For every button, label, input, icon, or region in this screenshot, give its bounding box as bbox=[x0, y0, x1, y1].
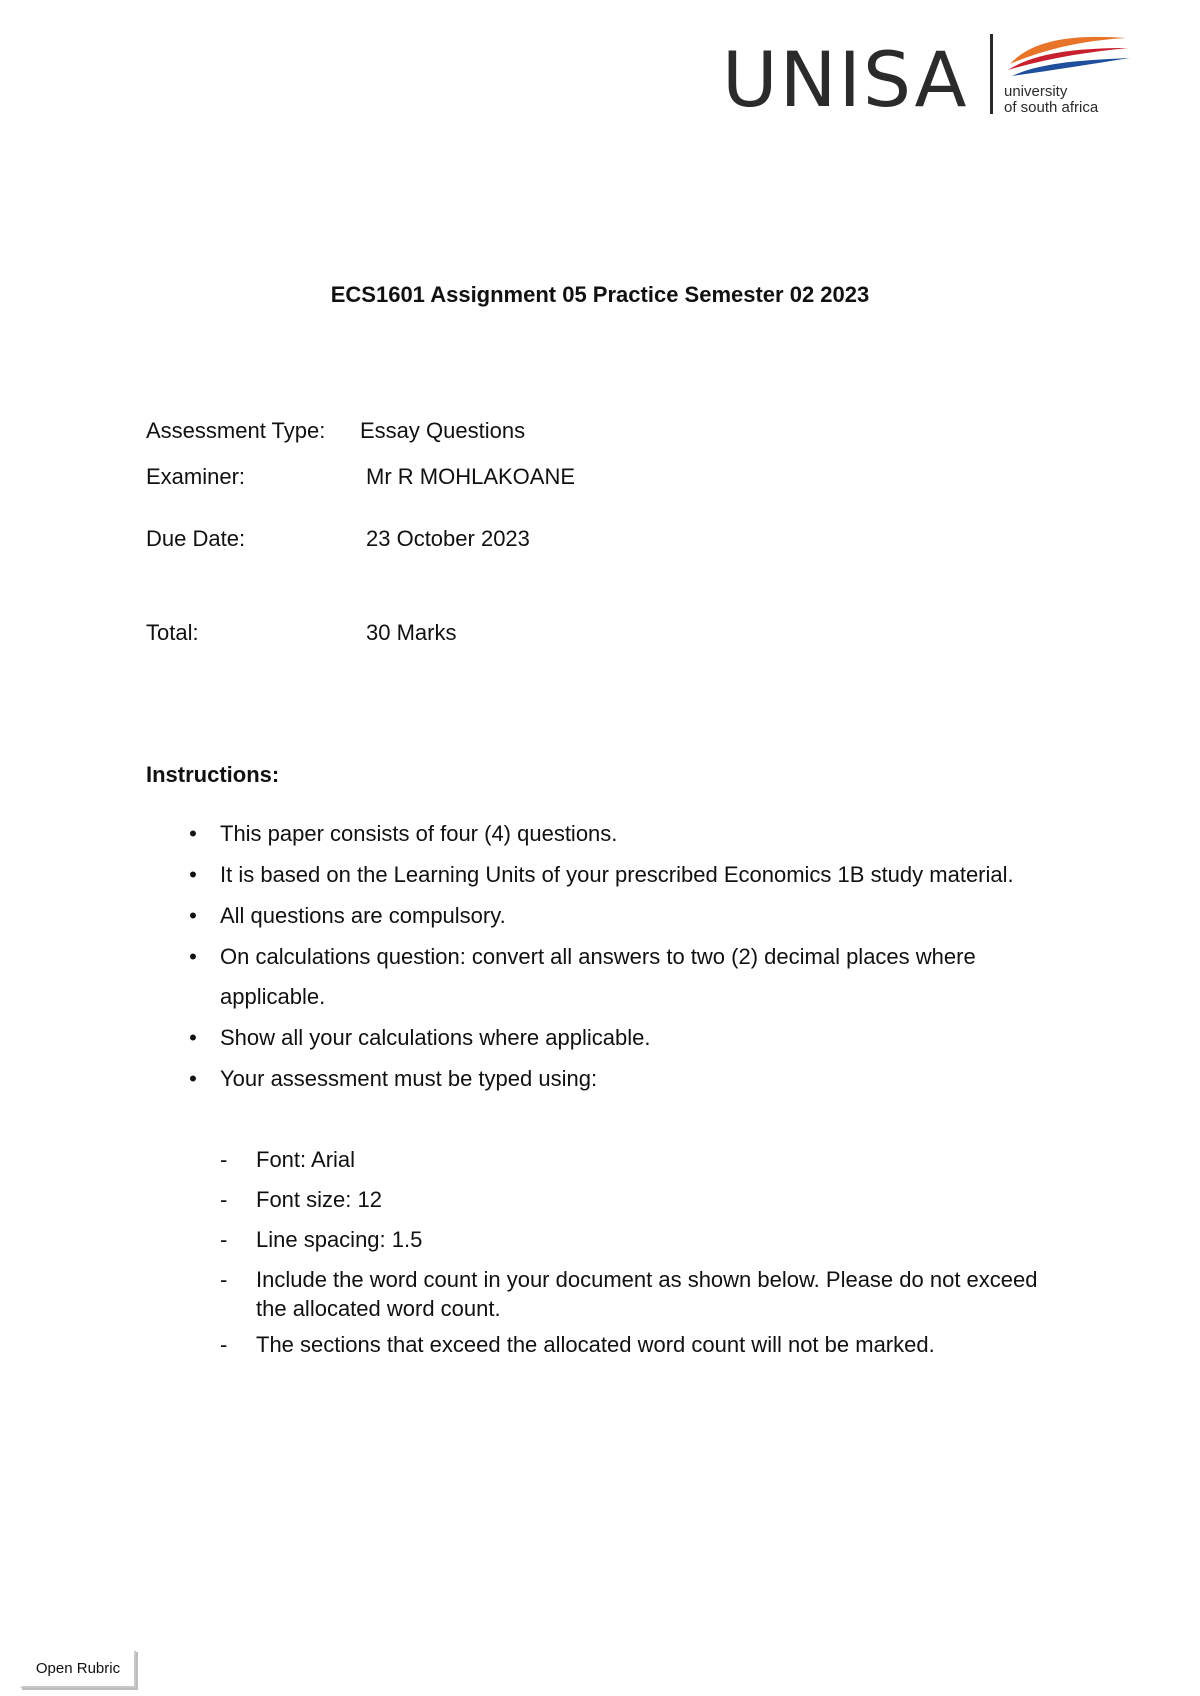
instruction-item bbox=[186, 896, 1066, 936]
examiner-label: Examiner: bbox=[146, 464, 246, 489]
dash-icon: - bbox=[220, 1187, 228, 1212]
formatting-item bbox=[220, 1140, 1070, 1180]
logo-wordmark: UNISA bbox=[722, 35, 969, 124]
bullet-icon: • bbox=[189, 862, 197, 887]
examiner-value: Mr R MOHLAKOANE bbox=[366, 464, 576, 489]
instruction-text: Your assessment must be typed using: bbox=[220, 1066, 598, 1091]
dash-icon: - bbox=[220, 1227, 228, 1252]
instruction-text: This paper consists of four (4) questions. bbox=[220, 821, 618, 846]
bullet-icon: • bbox=[189, 903, 197, 928]
open-rubric-button[interactable]: Open Rubric bbox=[20, 1650, 136, 1688]
instruction-item bbox=[186, 814, 1066, 854]
instruction-item bbox=[186, 855, 1066, 895]
assessment-type-label: Assessment Type: bbox=[146, 418, 326, 443]
document-title: ECS1601 Assignment 05 Practice Semester 02 2023 bbox=[330, 282, 870, 307]
formatting-text: Font: Arial bbox=[256, 1147, 356, 1172]
formatting-item bbox=[220, 1180, 1070, 1220]
dash-icon: - bbox=[220, 1267, 228, 1292]
logo-tagline-university: university bbox=[1004, 83, 1068, 100]
formatting-text: The sections that exceed the allocated word count will not be marked. bbox=[256, 1332, 935, 1357]
instruction-text: All questions are compulsory. bbox=[220, 903, 506, 928]
instruction-text: Show all your calculations where applicable. bbox=[220, 1025, 651, 1050]
formatting-requirements-list bbox=[220, 1140, 1070, 1361]
formatting-text: Font size: 12 bbox=[256, 1187, 382, 1212]
formatting-item bbox=[220, 1220, 1070, 1260]
instruction-text: It is based on the Learning Units of your prescribed Economics 1B study material. bbox=[220, 862, 1014, 887]
unisa-logo bbox=[722, 28, 1132, 128]
dash-icon: - bbox=[220, 1147, 228, 1172]
logo-separator bbox=[990, 34, 993, 114]
instruction-item bbox=[186, 937, 1066, 1017]
bullet-icon: • bbox=[189, 1025, 197, 1050]
total-value: 30 Marks bbox=[366, 620, 457, 645]
due-date-label: Due Date: bbox=[146, 526, 246, 551]
bullet-icon: • bbox=[189, 944, 197, 969]
formatting-text: Line spacing: 1.5 bbox=[256, 1227, 423, 1252]
instructions-heading: Instructions: bbox=[146, 762, 280, 787]
instruction-text: On calculations question: convert all answers to two (2) decimal places where applicable. bbox=[220, 944, 976, 1009]
formatting-text: Include the word count in your document as shown below. Please do not exceed the allocated word count. bbox=[256, 1267, 1038, 1321]
logo-flag-icon bbox=[1002, 30, 1132, 82]
instruction-item bbox=[186, 1018, 1066, 1058]
logo-tagline-south-africa: of south africa bbox=[1004, 99, 1099, 116]
instruction-item bbox=[186, 1059, 1066, 1099]
total-label: Total: bbox=[146, 620, 199, 645]
due-date-value: 23 October 2023 bbox=[366, 526, 530, 551]
bullet-icon: • bbox=[189, 821, 197, 846]
bullet-icon: • bbox=[189, 1066, 197, 1091]
dash-icon: - bbox=[220, 1332, 228, 1357]
formatting-item bbox=[220, 1260, 1070, 1325]
instructions-list bbox=[186, 814, 1066, 1100]
formatting-item bbox=[220, 1325, 1070, 1361]
assessment-type-value: Essay Questions bbox=[360, 418, 526, 443]
